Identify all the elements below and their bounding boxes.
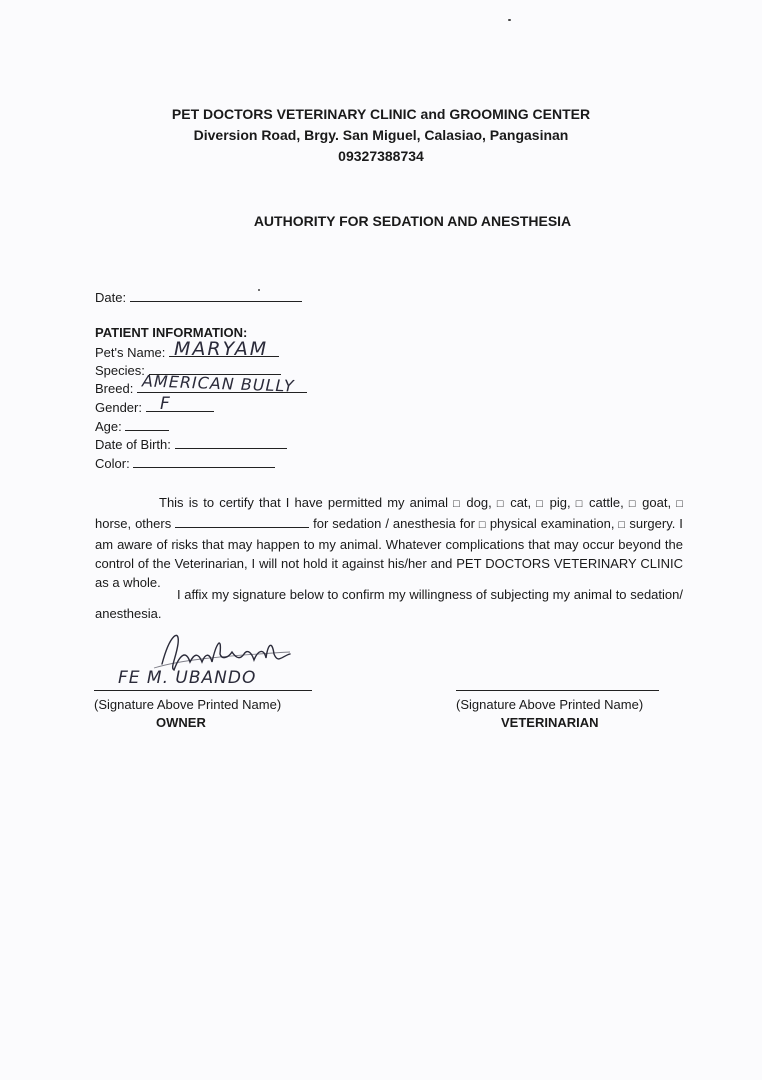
clinic-phone: 09327388734 <box>338 148 424 164</box>
consent-paragraph <box>95 493 683 592</box>
vet-signature-caption: (Signature Above Printed Name) <box>456 697 644 712</box>
checkbox-cattle[interactable]: □ <box>575 498 584 510</box>
patient-info-heading: PATIENT INFORMATION: <box>95 325 248 340</box>
date-blank[interactable] <box>130 289 302 302</box>
option-surgery: surgery. <box>629 516 676 531</box>
breed-handwritten: AMERICAN BULLY <box>141 371 295 396</box>
owner-signature-line[interactable] <box>94 690 312 691</box>
color-blank[interactable] <box>133 455 275 468</box>
dob-label: Date of Birth: <box>95 437 171 452</box>
option-cattle: cattle, <box>589 495 624 510</box>
date-label: Date: <box>95 290 127 305</box>
consent-text-a: This is to certify that I have permitted my animal <box>159 495 448 510</box>
option-cat: cat, <box>510 495 532 510</box>
option-physical-exam: physical examination, <box>489 516 615 531</box>
clinic-address: Diversion Road, Brgy. San Miguel, Calasiao, Pangasinan <box>193 127 569 143</box>
option-pig: pig, <box>549 495 571 510</box>
checkbox-dog[interactable]: □ <box>453 498 462 510</box>
clinic-name: PET DOCTORS VETERINARY CLINIC and GROOMING CENTER <box>171 106 591 122</box>
species-label: Species: <box>95 363 145 378</box>
option-dog: dog, <box>466 495 492 510</box>
color-field[interactable] <box>95 455 275 471</box>
affix-paragraph <box>95 585 683 623</box>
owner-role-label: OWNER <box>156 715 206 730</box>
consent-text-b: for sedation / anesthesia for <box>313 516 475 531</box>
age-field[interactable] <box>95 418 169 434</box>
form-title: AUTHORITY FOR SEDATION AND ANESTHESIA <box>253 213 572 229</box>
dob-blank[interactable] <box>175 436 287 449</box>
vet-role-label: VETERINARIAN <box>501 715 599 730</box>
checkbox-pig[interactable]: □ <box>536 498 545 510</box>
gender-label: Gender: <box>95 400 142 415</box>
checkbox-horse[interactable]: □ <box>676 498 683 510</box>
color-label: Color: <box>95 456 130 471</box>
checkbox-cat[interactable]: □ <box>496 498 506 510</box>
age-label: Age: <box>95 419 122 434</box>
dob-field[interactable] <box>95 436 287 452</box>
gender-blank[interactable] <box>146 399 214 412</box>
scan-speck <box>508 19 511 21</box>
others-blank[interactable] <box>175 515 309 528</box>
owner-signature-caption: (Signature Above Printed Name) <box>94 697 282 712</box>
pet-name-label: Pet's Name: <box>95 345 166 360</box>
checkbox-surgery[interactable]: □ <box>618 519 626 531</box>
owner-printed-name: FE M. UBANDO <box>118 668 257 688</box>
checkbox-goat[interactable]: □ <box>628 498 638 510</box>
consent-text-c: I am aware of risks that may happen to my animal. Whatever complications that may occur beyond the control of the Veterinarian, I will not hold it against his/her and PET DOCTORS VETERINARY CLINIC as a whole. <box>95 516 683 590</box>
pet-name-handwritten: MARYAM <box>174 338 269 360</box>
affix-text: I affix my signature below to confirm my willingness of subjecting my animal to sedation/ anesthesia. <box>95 587 683 621</box>
breed-label: Breed: <box>95 381 134 396</box>
vet-signature-line[interactable] <box>456 690 659 691</box>
age-blank[interactable] <box>125 418 169 431</box>
gender-field[interactable] <box>95 399 214 415</box>
date-field[interactable] <box>95 289 302 305</box>
gender-handwritten: F <box>160 394 172 414</box>
option-goat: goat, <box>642 495 672 510</box>
option-horse-others: horse, others <box>95 516 172 531</box>
checkbox-physical-exam[interactable]: □ <box>478 519 486 531</box>
